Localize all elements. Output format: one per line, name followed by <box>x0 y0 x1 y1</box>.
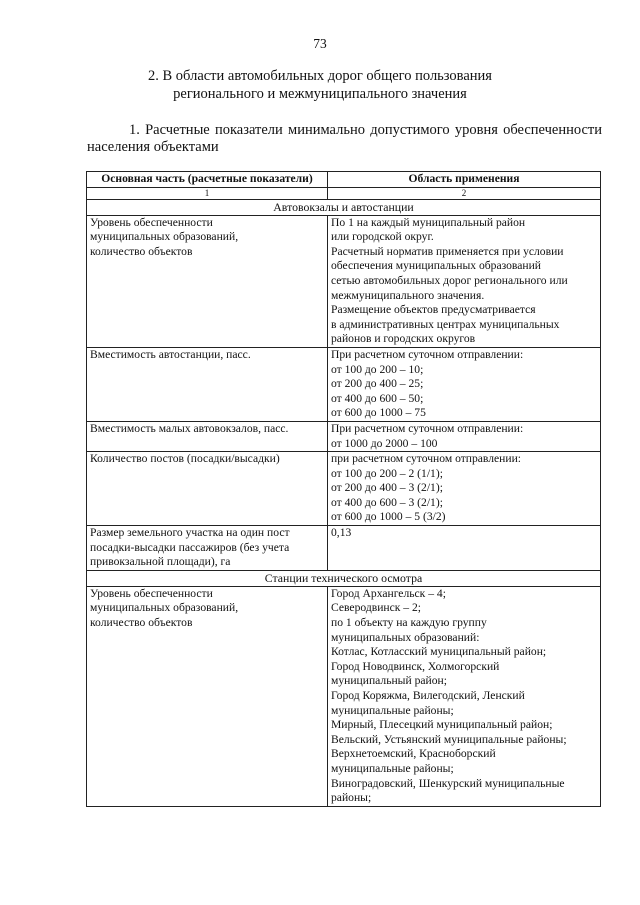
cell-line: По 1 на каждый муниципальный район <box>331 215 526 229</box>
column-number-row <box>87 187 601 199</box>
indicator-cell <box>87 215 328 347</box>
cell-line: от 400 до 600 – 3 (2/1); <box>331 495 443 509</box>
cell-line: 0,13 <box>331 526 352 540</box>
cell-line: сетью автомобильных дорог регионального или <box>331 273 568 287</box>
indicator-cell <box>87 452 328 526</box>
cell-line: Вместимость автостанции, пасс. <box>90 347 251 361</box>
cell-line: от 600 до 1000 – 75 <box>331 406 426 420</box>
cell-line: Вместимость малых автовокзалов, пасс. <box>90 421 289 435</box>
indicator-cell <box>87 586 328 806</box>
table-row <box>87 421 601 451</box>
subsection-heading: 1. Расчетные показатели минимально допустимого уровня обеспеченности населения объектами <box>87 122 602 155</box>
cell-line: Размещение объектов предусматривается <box>331 303 536 317</box>
table-row <box>87 452 601 526</box>
cell-line: Мирный, Плесецкий муниципальный район; <box>331 718 553 732</box>
cell-line: муниципальный район; <box>331 674 447 688</box>
cell-line: от 400 до 600 – 50; <box>331 391 424 405</box>
cell-line: от 1000 до 2000 – 100 <box>331 436 438 450</box>
cell-line: Расчетный норматив применяется при условии <box>331 244 564 258</box>
group-title: Автовокзалы и автостанции <box>87 199 601 215</box>
application-cell <box>328 452 601 526</box>
cell-line: муниципальных образований, <box>90 230 239 244</box>
section-title-line: регионального и межмуниципального значения <box>173 86 467 102</box>
cell-line: посадки-высадки пассажиров (без учета <box>90 540 290 554</box>
cell-line: Количество постов (посадки/высадки) <box>90 452 280 466</box>
cell-line: Город Коряжма, Вилегодский, Ленский <box>331 689 525 702</box>
table-row <box>87 586 601 806</box>
cell-line: от 200 до 400 – 25; <box>331 377 424 391</box>
cell-line: при расчетном суточном отправлении: <box>331 452 522 466</box>
section-title-line: 2. В области автомобильных дорог общего пользования <box>148 68 492 84</box>
application-cell <box>328 526 601 571</box>
application-cell <box>328 421 601 451</box>
column-header-application: Область применения <box>328 172 601 188</box>
table-body <box>87 199 601 806</box>
cell-line: районы; <box>331 791 372 805</box>
cell-line: Вельский, Устьянский муниципальные районы; <box>331 732 567 746</box>
cell-line: количество объектов <box>90 244 193 258</box>
cell-line: количество объектов <box>90 616 193 630</box>
page-number: 73 <box>313 36 327 51</box>
norms-table <box>86 171 601 807</box>
indicator-cell <box>87 526 328 571</box>
column-number: 1 <box>87 187 328 199</box>
cell-line: При расчетном суточном отправлении: <box>331 421 524 435</box>
cell-line: от 100 до 200 – 10; <box>331 362 424 376</box>
cell-line: привокзальной площади), га <box>90 555 231 569</box>
cell-line: Виноградовский, Шенкурский муниципальные <box>331 776 565 790</box>
cell-line: муниципальные районы; <box>331 761 454 775</box>
cell-line: муниципальные районы; <box>331 703 454 717</box>
cell-line: межмуниципального значения. <box>331 288 485 302</box>
table-row <box>87 215 601 347</box>
column-number: 2 <box>328 187 601 199</box>
cell-line: в административных центрах муниципальных <box>331 317 560 331</box>
cell-line: Город Новодвинск, Холмогорский <box>331 659 500 673</box>
cell-line: Котлас, Котласский муниципальный район; <box>331 645 547 659</box>
application-cell <box>328 586 601 806</box>
cell-line: муниципальных образований: <box>331 630 480 644</box>
cell-line: от 600 до 1000 – 5 (3/2) <box>331 510 446 524</box>
cell-line: При расчетном суточном отправлении: <box>331 347 524 361</box>
table-row <box>87 526 601 571</box>
cell-line: Уровень обеспеченности <box>90 215 213 229</box>
column-header-indicators: Основная часть (расчетные показатели) <box>87 172 328 188</box>
cell-line: Город Архангельск – 4; <box>331 586 446 600</box>
group-row <box>87 199 601 215</box>
cell-line: Размер земельного участка на один пост <box>90 526 290 540</box>
cell-line: районов и городских округов <box>331 332 476 346</box>
cell-line: муниципальных образований, <box>90 601 239 615</box>
cell-line: по 1 объекту на каждую группу <box>331 616 487 630</box>
application-cell <box>328 347 601 421</box>
section-title <box>60 67 580 103</box>
group-title: Станции технического осмотра <box>87 570 601 586</box>
indicator-cell <box>87 347 328 421</box>
table-row <box>87 347 601 421</box>
cell-line: от 200 до 400 – 3 (2/1); <box>331 481 443 495</box>
cell-line: обеспечения муниципальных образований <box>331 259 541 273</box>
table-header-row <box>87 172 601 188</box>
cell-line: от 100 до 200 – 2 (1/1); <box>331 466 443 480</box>
cell-line: Верхнетоемский, Красноборский <box>331 747 496 761</box>
cell-line: Северодвинск – 2; <box>331 601 422 615</box>
cell-line: Уровень обеспеченности <box>90 586 213 600</box>
group-row <box>87 570 601 586</box>
indicator-cell <box>87 421 328 451</box>
cell-line: или городской округ. <box>331 230 434 244</box>
application-cell <box>328 215 601 347</box>
